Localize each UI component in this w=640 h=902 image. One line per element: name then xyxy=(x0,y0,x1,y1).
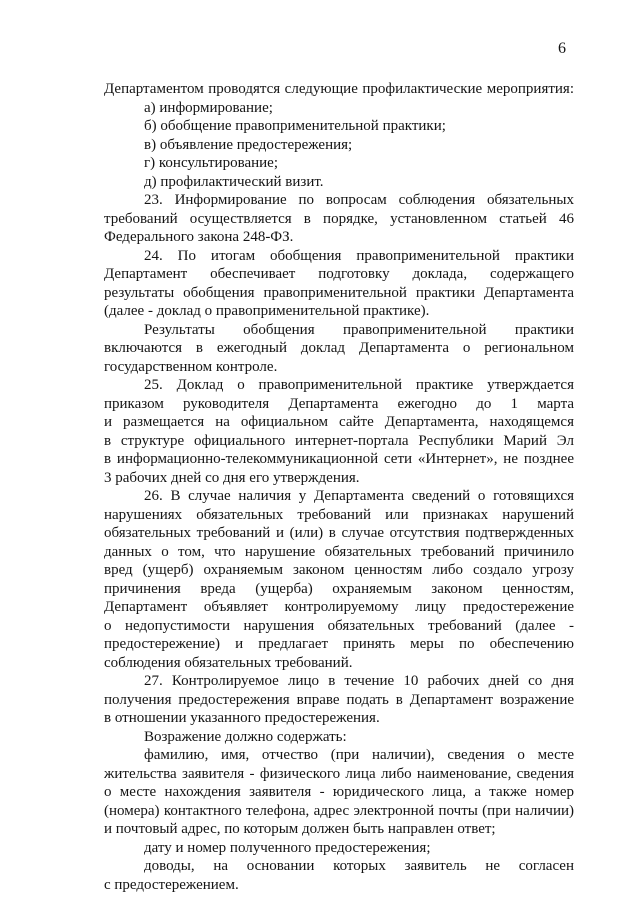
text-line: 23. Информирование по вопросам соблюдения обязательных xyxy=(144,192,574,208)
text-line: получения предостережения вправе подать в Департамент возражение xyxy=(104,691,574,708)
text-line: (номера) контактного телефона, адрес электронной почты (при наличии) xyxy=(104,802,574,819)
text-line: д) профилактический визит. xyxy=(144,173,324,190)
text-line: а) информирование; xyxy=(144,99,273,116)
text-line: б) обобщение правоприменительной практики; xyxy=(144,118,446,134)
text-line: Департамент обеспечивает подготовку доклада, содержащего xyxy=(104,266,574,282)
text-line: фамилию, имя, отчество (при наличии), сведения о месте xyxy=(144,747,574,763)
text-line: требований осуществляется в порядке, установленном статьей 46 xyxy=(104,210,574,227)
text-line: жительства заявителя - физического лица либо наименование, сведения xyxy=(104,765,574,782)
text-line: с предостережением. xyxy=(104,876,239,893)
text-line: приказом руководителя Департамента ежегодно до 1 марта xyxy=(104,395,574,412)
text-line: в информационно-телекоммуникационной сети «Интернет», не позднее xyxy=(104,451,574,467)
text-line: Результаты обобщения правоприменительной практики xyxy=(144,321,574,338)
text-line: 25. Доклад о правоприменительной практике утверждается xyxy=(144,377,574,393)
text-line: в отношении указанного предостережения. xyxy=(104,710,380,726)
page-number: 6 xyxy=(558,40,566,57)
text-line: о месте нахождения заявителя - юридического лица, а также номер xyxy=(104,784,574,800)
text-line: результаты обобщения правоприменительной практики Департамента xyxy=(104,284,574,301)
text-line: 24. По итогам обобщения правоприменительной практики xyxy=(144,247,574,264)
text-line: и размещается на официальном сайте Департамента, находящемся xyxy=(104,414,574,430)
text-line: Возражение должно содержать: xyxy=(144,728,347,745)
text-line: обязательных требований и (или) в случае отсутствия подтвержденных xyxy=(104,525,574,541)
text-line: о недопустимости нарушения обязательных требований (далее - xyxy=(104,617,574,634)
text-line: дату и номер полученного предостережения; xyxy=(144,839,431,856)
text-line: 3 рабочих дней со дня его утверждения. xyxy=(104,469,360,486)
text-line: Федерального закона 248-ФЗ. xyxy=(104,229,294,245)
text-line: в) объявление предостережения; xyxy=(144,136,353,153)
text-line: (далее - доклад о правоприменительной практике). xyxy=(104,303,430,319)
text-line: г) консультирование; xyxy=(144,155,279,171)
text-line: вред (ущерб) охраняемым законом ценностям либо создало угрозу xyxy=(104,562,574,578)
text-line: нарушениях обязательных требований или признаках нарушений xyxy=(104,506,574,523)
document-body xyxy=(104,80,574,894)
text-line: причинения вреда (ущерба) охраняемым законом ценностям, xyxy=(104,580,574,597)
text-line: доводы, на основании которых заявитель не согласен xyxy=(144,858,574,874)
text-line: включаются в ежегодный доклад Департамента о региональном xyxy=(104,340,574,356)
text-line: соблюдения обязательных требований. xyxy=(104,654,353,671)
text-line: предостережение) и предлагает принять меры по обеспечению xyxy=(104,636,574,652)
text-line: данных о том, что нарушение обязательных требований причинило xyxy=(104,543,574,560)
text-line: и почтовый адрес, по которым должен быть направлен ответ; xyxy=(104,821,496,837)
text-line: 27. Контролируемое лицо в течение 10 рабочих дней со дня xyxy=(144,673,574,689)
text-line: 26. В случае наличия у Департамента сведений о готовящихся xyxy=(144,488,574,504)
text-line: Департаментом проводятся следующие профилактические мероприятия: xyxy=(104,81,574,97)
text-line: Департамент объявляет контролируемому лицу предостережение xyxy=(104,599,574,615)
text-line: государственном контроле. xyxy=(104,358,278,375)
text-line: в структуре официального интернет-портала Республики Марий Эл xyxy=(104,432,574,449)
